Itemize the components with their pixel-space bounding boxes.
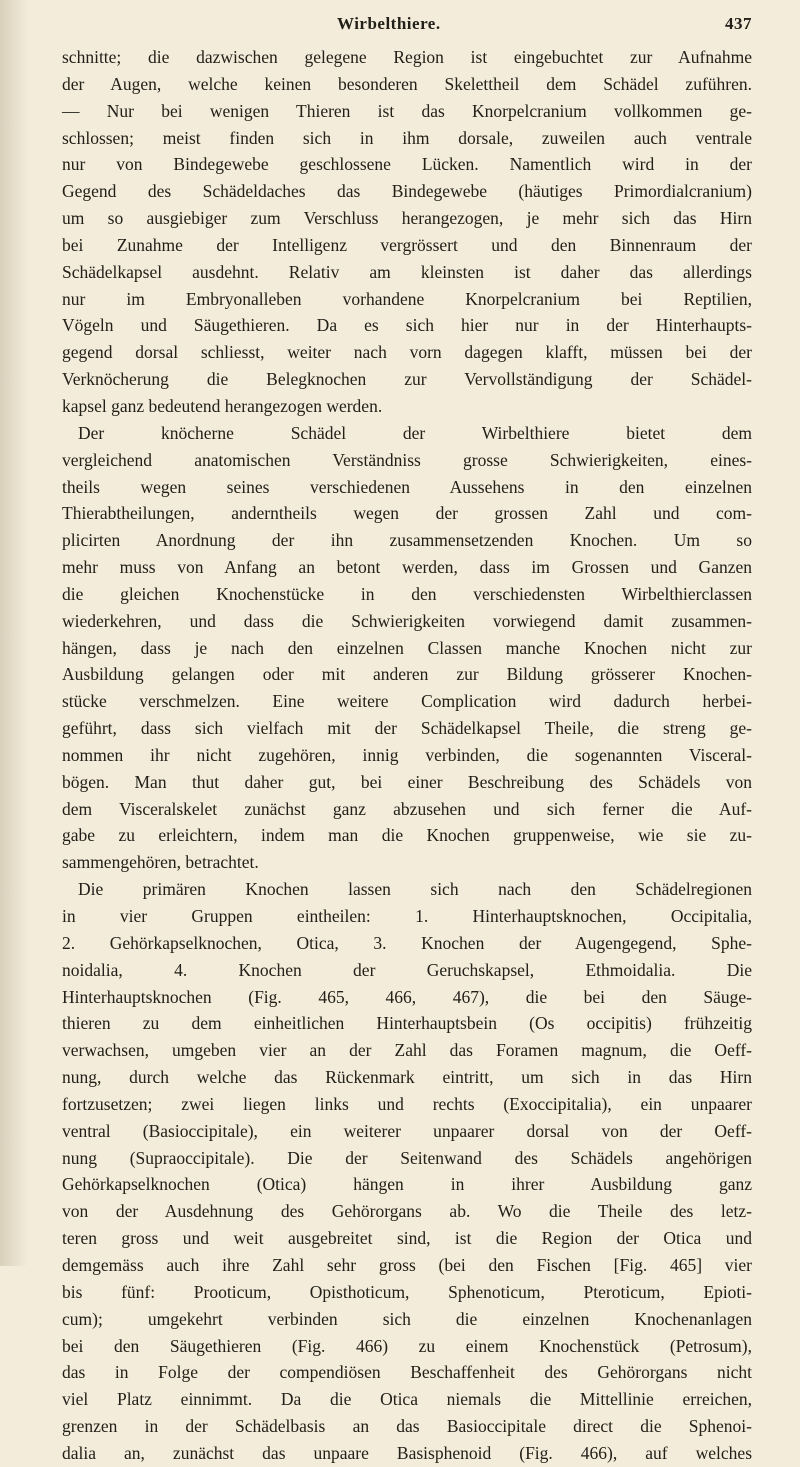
text-line: stücke verschmelzen. Eine weitere Complication wird dadurch herbei- — [62, 691, 752, 712]
text-line: noidalia, 4. Knochen der Geruchskapsel, Ethmoidalia. Die — [62, 959, 752, 980]
text-line: das in Folge der compendiösen Beschaffenheit des Gehörorgans nicht — [62, 1362, 752, 1383]
text-line: geführt, dass sich vielfach mit der Schädelkapsel Theile, die streng ge- — [62, 718, 752, 739]
text-line: Verknöcherung die Belegknochen zur Vervollständigung der Schädel- — [62, 369, 752, 390]
text-line: bis fünf: Prooticum, Opisthoticum, Sphenoticum, Pteroticum, Epioti- — [62, 1281, 752, 1302]
text-line: vergleichend anatomischen Verständniss grosse Schwierigkeiten, eines- — [62, 449, 752, 470]
text-line: nung (Supraoccipitale). Die der Seitenwand des Schädels angehörigen — [62, 1147, 752, 1168]
body-text — [62, 44, 752, 1467]
text-line: der Augen, welche keinen besonderen Skelettheil dem Schädel zuführen. — [62, 73, 752, 94]
text-line: verwachsen, umgeben vier an der Zahl das Foramen magnum, die Oeff- — [62, 1040, 752, 1061]
text-line: nung, durch welche das Rückenmark eintritt, um sich in das Hirn — [62, 1067, 752, 1088]
text-line: bögen. Man thut daher gut, bei einer Beschreibung des Schädels von — [62, 771, 752, 792]
text-line: bei den Säugethieren (Fig. 466) zu einem Knochenstück (Petrosum), — [62, 1335, 752, 1356]
text-line: Thierabtheilungen, anderntheils wegen der grossen Zahl und com- — [62, 503, 752, 524]
text-line: dem Visceralskelet zunächst ganz abzusehen und sich ferner die Auf- — [62, 798, 752, 819]
text-line: fortzusetzen; zwei liegen links und rechts (Exoccipitalia), ein unpaarer — [62, 1093, 752, 1114]
text-line: Hinterhauptsknochen (Fig. 465, 466, 467), die bei den Säuge- — [62, 986, 752, 1007]
text-line: ventral (Basioccipitale), ein weiterer unpaarer dorsal von der Oeff- — [62, 1120, 752, 1141]
text-line: Gegend des Schädeldaches das Bindegewebe (häutiges Primordialcranium) — [62, 181, 752, 202]
text-line: Gehörkapselknochen (Otica) hängen in ihrer Ausbildung ganz — [62, 1174, 752, 1195]
text-line: Ausbildung gelangen oder mit anderen zur Bildung grösserer Knochen- — [62, 664, 752, 685]
text-line: wiederkehren, und dass die Schwierigkeiten vorwiegend damit zusammen- — [62, 610, 752, 631]
paragraph-end-line: sammengehören, betrachtet. — [62, 852, 259, 873]
paragraph-start-line: Der knöcherne Schädel der Wirbelthiere bietet dem — [78, 422, 752, 443]
text-line: grenzen in der Schädelbasis an das Basioccipitale direct die Sphenoi- — [62, 1416, 752, 1437]
text-line: gabe zu erleichtern, indem man die Knochen gruppenweise, wie sie zu- — [62, 825, 752, 846]
text-line: mehr muss von Anfang an betont werden, dass im Grossen und Ganzen — [62, 557, 752, 578]
text-line: schnitte; die dazwischen gelegene Region ist eingebuchtet zur Aufnahme — [62, 47, 752, 67]
text-line: dalia an, zunächst das unpaare Basisphenoid (Fig. 466), auf welches — [62, 1442, 752, 1463]
text-line: viel Platz einnimmt. Da die Otica niemals die Mittellinie erreichen, — [62, 1389, 752, 1410]
text-line: die gleichen Knochenstücke in den verschiedensten Wirbelthierclassen — [62, 583, 752, 604]
text-line: theils wegen seines verschiedenen Aussehens in den einzelnen — [62, 476, 752, 497]
text-line: Vögeln und Säugethieren. Da es sich hier nur in der Hinterhaupts- — [62, 315, 752, 336]
page-edge-shadow — [0, 0, 28, 1266]
paragraph-end-line: kapsel ganz bedeutend herangezogen werden. — [62, 395, 383, 416]
text-line: thieren zu dem einheitlichen Hinterhauptsbein (Os occipitis) frühzeitig — [62, 1013, 752, 1034]
text-line: gegend dorsal schliesst, weiter nach vorn dagegen klafft, müssen bei der — [62, 342, 752, 363]
text-line: 2. Gehörkapselknochen, Otica, 3. Knochen der Augengegend, Sphe- — [62, 932, 752, 953]
text-line: in vier Gruppen eintheilen: 1. Hinterhauptsknochen, Occipitalia, — [62, 906, 752, 926]
text-line: Schädelkapsel ausdehnt. Relativ am kleinsten ist daher das allerdings — [62, 261, 752, 282]
text-line: nur von Bindegewebe geschlossene Lücken. Namentlich wird in der — [62, 154, 752, 175]
text-line: plicirten Anordnung der ihn zusammensetzenden Knochen. Um so — [62, 530, 752, 551]
text-line: von der Ausdehnung des Gehörorgans ab. Wo die Theile des letz- — [62, 1201, 752, 1222]
text-line: bei Zunahme der Intelligenz vergrössert und den Binnenraum der — [62, 234, 752, 255]
text-line: um so ausgiebiger zum Verschluss herangezogen, je mehr sich das Hirn — [62, 208, 752, 229]
text-line: nur im Embryonalleben vorhandene Knorpelcranium bei Reptilien, — [62, 288, 752, 309]
running-title: Wirbelthiere. — [337, 14, 441, 33]
text-line: — Nur bei wenigen Thieren ist das Knorpelcranium vollkommen ge- — [62, 100, 752, 121]
page-number: 437 — [725, 14, 752, 33]
text-line: nommen ihr nicht zugehören, innig verbinden, die sogenannten Visceral- — [62, 744, 752, 765]
running-header — [62, 14, 752, 40]
text-line: demgemäss auch ihre Zahl sehr gross (bei den Fischen [Fig. 465] vier — [62, 1254, 752, 1275]
paragraph-start-line: Die primären Knochen lassen sich nach den Schädelregionen — [78, 879, 752, 900]
text-line: schlossen; meist finden sich in ihm dorsale, zuweilen auch ventrale — [62, 127, 752, 148]
text-line: cum); umgekehrt verbinden sich die einzelnen Knochenanlagen — [62, 1308, 752, 1329]
text-line: teren gross und weit ausgebreitet sind, ist die Region der Otica und — [62, 1228, 752, 1249]
text-line: hängen, dass je nach den einzelnen Classen manche Knochen nicht zur — [62, 637, 752, 658]
